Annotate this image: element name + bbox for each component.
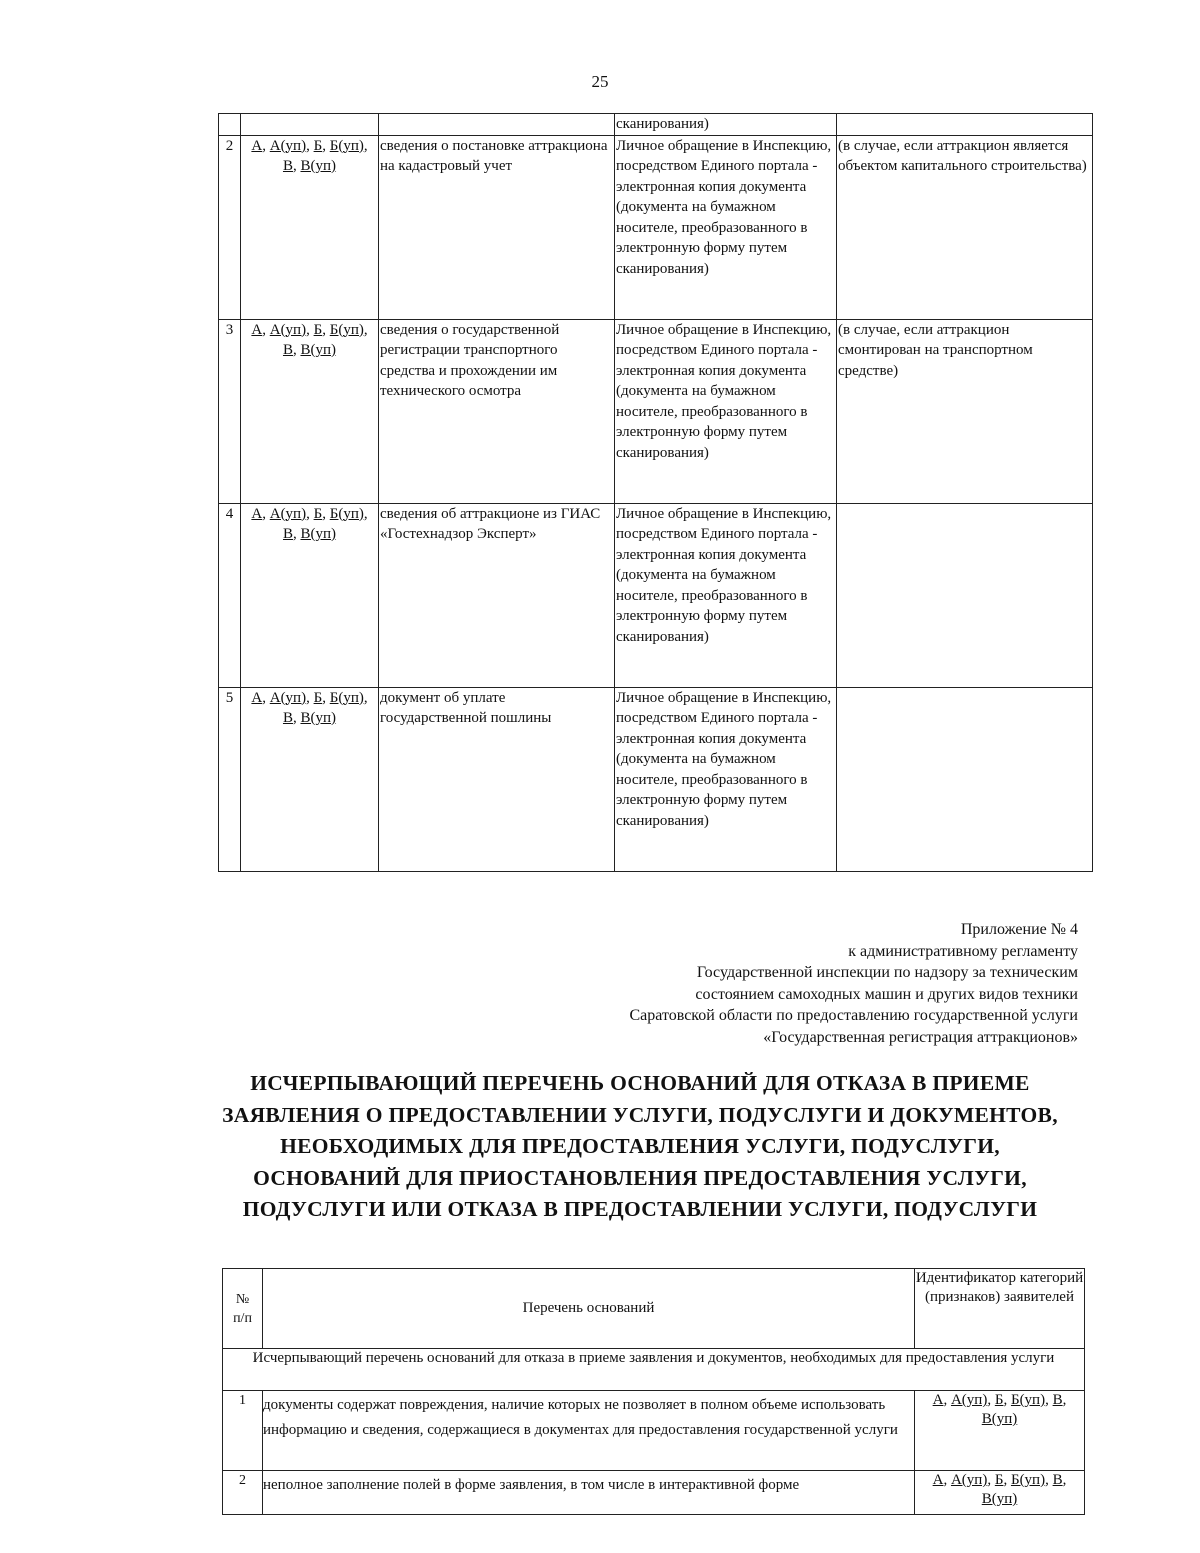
- heading-line: ПОДУСЛУГИ ИЛИ ОТКАЗА В ПРЕДОСТАВЛЕНИИ УСЛУГИ, ПОДУСЛУГИ: [242, 1197, 1038, 1221]
- cell-num: 5: [219, 687, 241, 871]
- heading-line: ОСНОВАНИЙ ДЛЯ ПРИОСТАНОВЛЕНИЯ ПРЕДОСТАВЛЕНИЯ УСЛУГИ,: [253, 1165, 1027, 1190]
- appendix-caption: [629, 919, 1078, 1049]
- table-row: [219, 319, 1093, 503]
- cell-categories: [241, 135, 379, 319]
- appendix-line: Саратовской области по предоставлению государственной услуги: [629, 1007, 1078, 1025]
- table-row: [223, 1471, 1085, 1515]
- header-grounds: Перечень оснований: [263, 1269, 915, 1349]
- cell-categories: [241, 319, 379, 503]
- heading-line: ЗАЯВЛЕНИЯ О ПРЕДОСТАВЛЕНИИ УСЛУГИ, ПОДУСЛУГИ И ДОКУМЕНТОВ,: [222, 1102, 1058, 1127]
- cell-num: 1: [223, 1391, 263, 1471]
- cell-method: Личное обращение в Инспекцию, посредством Единого портала - электронная копия документа (документа на бумажном носителе, преобразованного в электронную форму путем сканирования): [615, 135, 837, 319]
- appendix-line: состоянием самоходных машин и других видов техники: [695, 985, 1078, 1003]
- categories-line: В, В(уп): [282, 710, 337, 726]
- cell-document: сведения об аттракционе из ГИАС «Гостехнадзор Эксперт»: [379, 503, 615, 687]
- cell-document: [379, 114, 615, 136]
- table-row: [219, 503, 1093, 687]
- appendix-line: к административному регламенту: [848, 942, 1078, 960]
- page-number: 25: [591, 72, 609, 91]
- categories-line: В, В(уп): [282, 526, 337, 542]
- table-row: [219, 687, 1093, 871]
- cell-method: Личное обращение в Инспекцию, посредством Единого портала - электронная копия документа (документа на бумажном носителе, преобразованного в электронную форму путем сканирования): [615, 687, 837, 871]
- documents-table: [218, 113, 1093, 872]
- cell-categories: [241, 503, 379, 687]
- cell-method: Личное обращение в Инспекцию, посредством Единого портала - электронная копия документа (документа на бумажном носителе, преобразованного в электронную форму путем сканирования): [615, 319, 837, 503]
- cell-method: сканирования): [615, 114, 837, 136]
- cell-method: Личное обращение в Инспекцию, посредством Единого портала - электронная копия документа (документа на бумажном носителе, преобразованного в электронную форму путем сканирования): [615, 503, 837, 687]
- cell-document: документ об уплате государственной пошлины: [379, 687, 615, 871]
- heading-line: ИСЧЕРПЫВАЮЩИЙ ПЕРЕЧЕНЬ ОСНОВАНИЙ ДЛЯ ОТКАЗА В ПРИЕМЕ: [250, 1071, 1030, 1095]
- cell-num: [219, 114, 241, 136]
- cell-note: [837, 687, 1093, 871]
- section-heading: [200, 1068, 1080, 1226]
- appendix-line: «Государственная регистрация аттракционов»: [763, 1028, 1078, 1046]
- grounds-table: [222, 1268, 1085, 1515]
- cell-ground: документы содержат повреждения, наличие которых не позволяет в полном объеме использовать информацию и сведения, содержащиеся в документах для предоставления государственной услуги: [263, 1391, 915, 1471]
- cell-note: [837, 503, 1093, 687]
- cell-num: 4: [219, 503, 241, 687]
- categories-line: А, А(уп), Б, Б(уп),: [251, 689, 368, 706]
- categories-line: А, А(уп), Б, Б(уп),: [251, 505, 368, 522]
- categories-line: А, А(уп), Б, Б(уп),: [251, 137, 368, 154]
- cell-num: 2: [219, 135, 241, 319]
- categories-line: В, В(уп): [282, 158, 337, 174]
- cell-categories: [241, 114, 379, 136]
- cell-note: (в случае, если аттракцион является объектом капитального строительства): [837, 135, 1093, 319]
- section-row: [223, 1349, 1085, 1391]
- heading-line: НЕОБХОДИМЫХ ДЛЯ ПРЕДОСТАВЛЕНИЯ УСЛУГИ, ПОДУСЛУГИ,: [280, 1134, 1000, 1158]
- table-row: [219, 135, 1093, 319]
- cell-identifier: А, А(уп), Б, Б(уп), В, В(уп): [915, 1391, 1085, 1471]
- header-identifier: Идентификатор категорий (признаков) заявителей: [915, 1269, 1085, 1349]
- table-row-fragment: [219, 114, 1093, 136]
- appendix-line: Приложение № 4: [960, 921, 1078, 938]
- cell-document: сведения о государственной регистрации транспортного средства и прохождении им технического осмотра: [379, 319, 615, 503]
- categories-line: В, В(уп): [282, 342, 337, 358]
- table-header-row: [223, 1269, 1085, 1349]
- cell-document: сведения о постановке аттракциона на кадастровый учет: [379, 135, 615, 319]
- table-row: [223, 1391, 1085, 1471]
- cell-categories: [241, 687, 379, 871]
- cell-identifier: А, А(уп), Б, Б(уп), В, В(уп): [915, 1471, 1085, 1515]
- cell-ground: неполное заполнение полей в форме заявления, в том числе в интерактивной форме: [263, 1471, 915, 1515]
- cell-note: (в случае, если аттракцион смонтирован на транспортном средстве): [837, 319, 1093, 503]
- header-num: № п/п: [223, 1269, 263, 1349]
- appendix-line: Государственной инспекции по надзору за техническим: [696, 964, 1078, 982]
- cell-num: 2: [223, 1471, 263, 1515]
- cell-num: 3: [219, 319, 241, 503]
- cell-note: [837, 114, 1093, 136]
- categories-line: А, А(уп), Б, Б(уп),: [251, 321, 368, 338]
- section-title: Исчерпывающий перечень оснований для отказа в приеме заявления и документов, необходимых для предоставления услуги: [223, 1349, 1085, 1391]
